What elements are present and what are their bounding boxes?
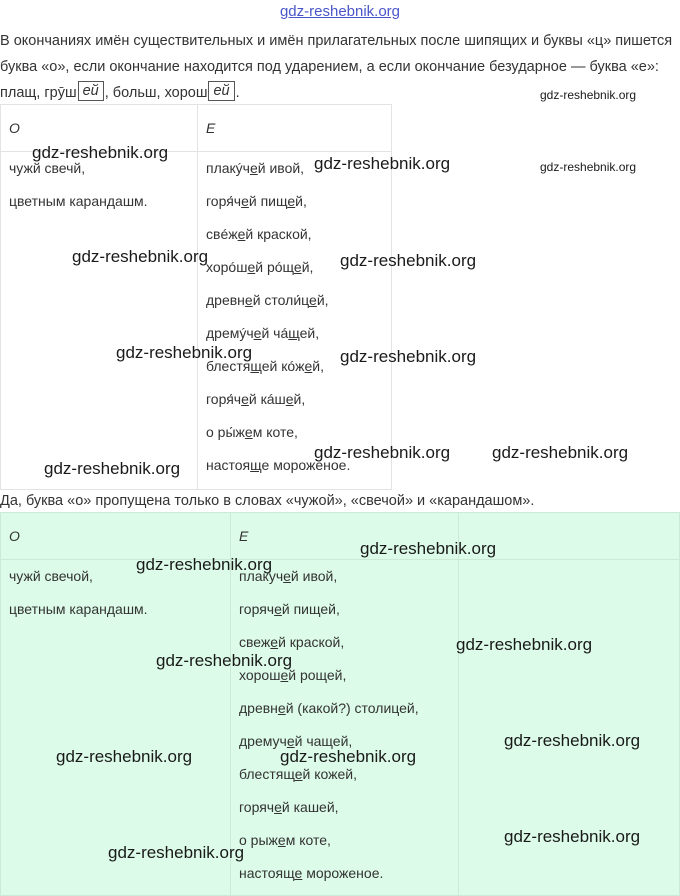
word-part: й рóщ — [255, 259, 294, 275]
word-part: дремýч — [206, 325, 254, 341]
word-part: хорош — [239, 667, 281, 683]
watermark-text: gdz-reshebnik.org — [540, 160, 637, 174]
word-part: блестя — [206, 358, 251, 374]
word-part: плакуч — [239, 568, 284, 584]
watermark-text: gdz-reshebnik.org — [360, 539, 497, 558]
watermark-text: gdz-reshebnik.org — [504, 827, 641, 846]
watermark-text: gdz-reshebnik.org — [504, 731, 641, 750]
word-part: й ивой, — [290, 568, 338, 584]
word-part: й чá — [261, 325, 289, 341]
watermark-text: gdz-reshebnik.org — [72, 247, 209, 266]
word-part: й пищ — [248, 193, 288, 209]
watermark-text: gdz-reshebnik.org — [32, 143, 169, 162]
watermark-text: gdz-reshebnik.org — [108, 843, 245, 862]
column-e-header: Е — [198, 105, 392, 152]
word-line — [239, 791, 458, 824]
word-part: й кашей, — [281, 799, 339, 815]
watermark-text: gdz-reshebnik.org — [44, 459, 181, 478]
word-part: горяч — [239, 799, 275, 815]
word-part: й кожей, — [302, 766, 357, 782]
highlighted-letter: е — [293, 259, 302, 275]
highlighted-letter: е — [277, 700, 286, 716]
rule-text-end: . — [235, 85, 240, 101]
word-line — [206, 185, 391, 218]
word-part: й, — [316, 292, 329, 308]
word-part: й (какой?) столицей, — [285, 700, 419, 716]
highlighted-letter: е — [253, 325, 262, 341]
highlighted-letter: е — [294, 865, 303, 881]
highlighted-letter: е — [241, 193, 249, 209]
word-part: плакýч — [206, 160, 250, 176]
highlighted-letter: е — [286, 733, 295, 749]
highlighted-letter: е — [244, 292, 253, 308]
word-part: хорóш — [206, 259, 248, 275]
word-part: й краской, — [245, 226, 312, 242]
word-part: ей, — [299, 325, 320, 341]
word-line — [239, 692, 458, 725]
word-part: о ры́ж — [206, 424, 245, 440]
highlighted-letter: е — [304, 358, 313, 374]
word-part: горяч — [239, 601, 275, 617]
highlighted-letter: щ — [288, 325, 300, 341]
watermark-text: gdz-reshebnik.org — [116, 343, 253, 362]
ending-box-1: ей — [78, 81, 104, 101]
watermark-text: gdz-reshebnik.org — [156, 651, 293, 670]
highlighted-letter: е — [274, 601, 282, 617]
watermark-text: gdz-reshebnik.org — [456, 635, 593, 654]
watermark-text: gdz-reshebnik.org — [280, 747, 417, 766]
word-part: горя́ч — [206, 391, 242, 407]
column-o-header: О — [1, 105, 198, 152]
word-part: й, — [301, 259, 314, 275]
highlighted-letter: е — [270, 634, 279, 650]
word-part: й рощей, — [288, 667, 347, 683]
highlighted-letter: е — [280, 667, 289, 683]
ending-box-2: ей — [208, 81, 234, 101]
word-line — [206, 218, 391, 251]
answer-text: Да, буква «о» пропущена только в словах «чужой», «свечой» и «карандашом». — [0, 493, 535, 509]
highlighted-letter: е — [249, 160, 258, 176]
highlighted-letter: е — [309, 292, 317, 308]
highlighted-letter: щ — [250, 358, 262, 374]
word-part: настоящ — [239, 865, 295, 881]
word-line: цветным карандашм. — [9, 193, 148, 209]
word-part: й краской, — [278, 634, 345, 650]
highlighted-letter: е — [287, 193, 296, 209]
word-part: дремуч — [239, 733, 287, 749]
watermark-text: gdz-reshebnik.org — [540, 88, 637, 102]
highlighted-letter: е — [241, 391, 249, 407]
highlighted-letter: е — [247, 259, 256, 275]
word-part: й столи́ц — [252, 292, 310, 308]
word-part: древн — [206, 292, 245, 308]
word-part: свéж — [206, 226, 238, 242]
column-o-header: О — [1, 513, 231, 560]
word-line — [206, 284, 391, 317]
highlighted-letter: е — [277, 832, 286, 848]
word-line: чужй свечй, — [9, 160, 86, 176]
word-part: й, — [295, 193, 307, 209]
watermark-text: gdz-reshebnik.org — [136, 555, 273, 574]
watermark-text: gdz-reshebnik.org — [340, 347, 477, 366]
word-part: й пищей, — [281, 601, 340, 617]
word-line — [239, 593, 458, 626]
word-part: й ивой, — [257, 160, 305, 176]
word-line: чужй свечой, — [9, 568, 93, 584]
word-line: цветным карандашм. — [9, 601, 148, 617]
word-part: е мороженое. — [261, 457, 351, 473]
column-e-cell — [198, 152, 392, 490]
column-e-header: Е — [231, 513, 459, 560]
word-line — [239, 824, 458, 857]
word-part: горя́ч — [206, 193, 242, 209]
word-line — [206, 383, 391, 416]
word-part: мороженое. — [302, 865, 384, 881]
column-e-cell — [231, 560, 459, 896]
highlighted-letter: щ — [250, 457, 262, 473]
word-part: м коте, — [252, 424, 298, 440]
watermark-text: gdz-reshebnik.org — [314, 154, 451, 173]
highlighted-letter: е — [244, 424, 253, 440]
word-part: й кáш — [248, 391, 286, 407]
highlighted-letter: е — [237, 226, 246, 242]
highlighted-letter: е — [283, 568, 291, 584]
word-part: блестящ — [239, 766, 295, 782]
rule-text-middle: , больш, хорош — [104, 85, 208, 101]
watermark-text: gdz-reshebnik.org — [314, 443, 451, 462]
highlighted-letter: е — [274, 799, 282, 815]
word-part: м коте, — [285, 832, 331, 848]
column-o-cell — [1, 152, 198, 490]
word-part: о рыж — [239, 832, 278, 848]
watermark-text: gdz-reshebnik.org — [56, 747, 193, 766]
word-part: й, — [293, 391, 306, 407]
word-part: настоя — [206, 457, 251, 473]
site-header-link[interactable]: gdz-reshebnik.org — [279, 3, 401, 20]
rule-text: В окончаниях имён существительных и имён прилагательных после шипящих и буквы «ц» пишется буква «о», если окончание находится под ударением, а если окончание безударное — буква «е»: плащ, грӯш — [0, 33, 673, 101]
highlighted-letter: е — [294, 766, 303, 782]
watermark-text: gdz-reshebnik.org — [340, 251, 477, 270]
word-part: ей кóж — [261, 358, 305, 374]
highlighted-letter: е — [285, 391, 294, 407]
word-line — [239, 857, 458, 890]
watermark-text: gdz-reshebnik.org — [492, 443, 629, 462]
word-part: й чащей, — [294, 733, 353, 749]
word-part: древн — [239, 700, 278, 716]
word-part: й, — [312, 358, 325, 374]
word-part: свеж — [239, 634, 271, 650]
